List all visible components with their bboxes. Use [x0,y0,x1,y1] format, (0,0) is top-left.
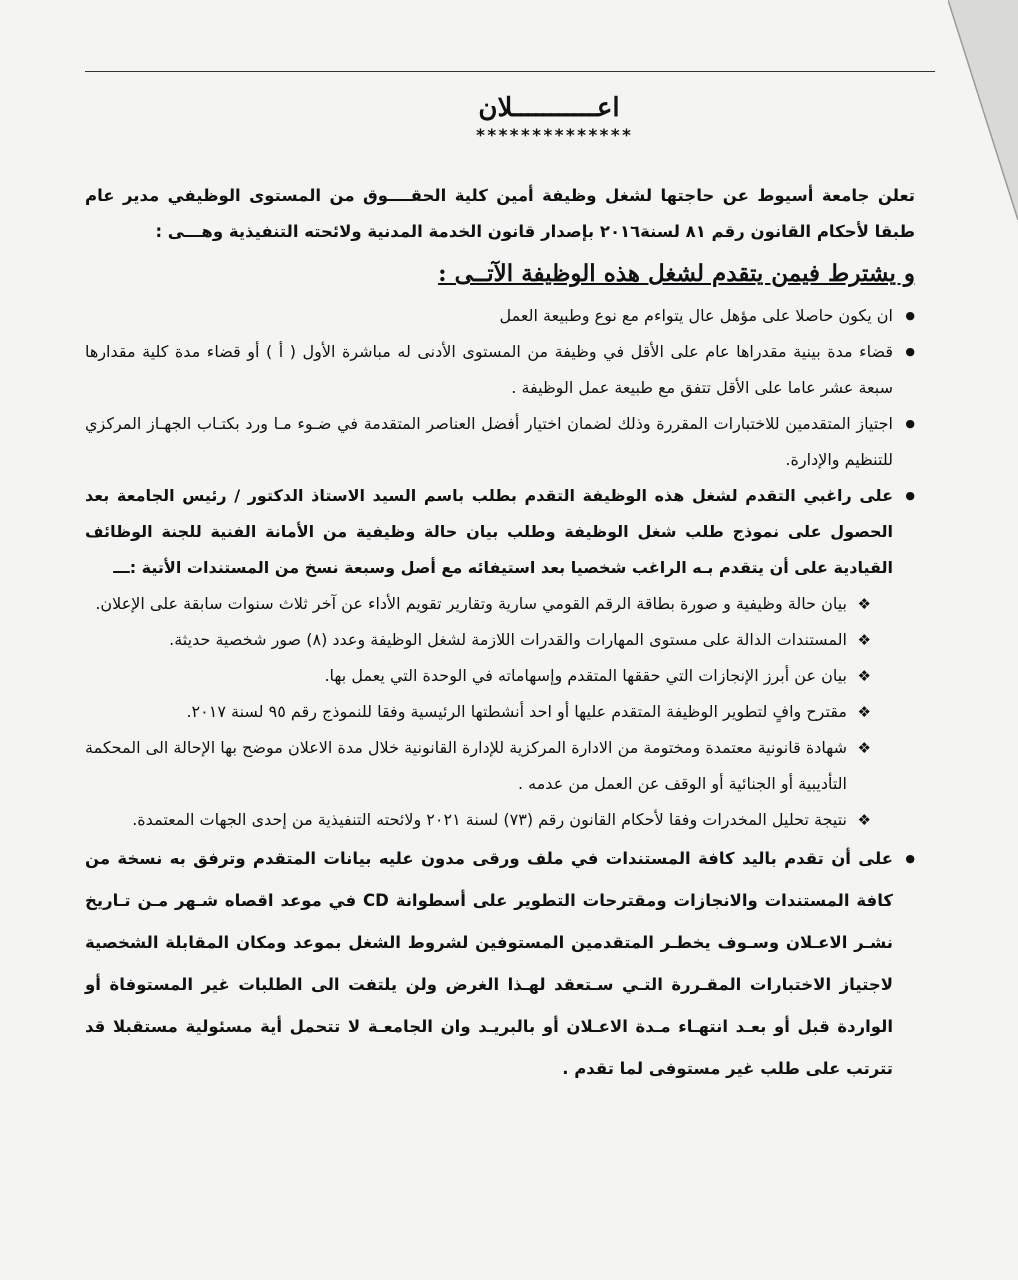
intro-paragraph: تعلن جامعة أسيوط عن حاجتها لشغل وظيفة أمين كلية الحقــــوق من المستوى الوظيفي مدير عام طبقا لأحكام القانون رقم ٨١ لسنة٢٠١٦ بإصدار قانون الخدمة المدنية ولائحته التنفيذية وهـــى : [85,186,915,241]
list-item [85,478,915,838]
application-instructions: على راغبي التقدم لشغل هذه الوظيفة التقدم بطلب باسم السيد الاستاذ الدكتور / رئيس الجامعة بعد الحصول على نموذج طلب شغل الوظيفة وطلب بيان حالة وظيفية من الأمانة الفنية للجنة الوظائف القيادية على أن يتقدم بـه الراغب شخصيا بعد استيفائه مع أصل وسبعة نسخ من المستندات الأتية :ـــ [85,486,893,577]
top-rule [85,71,935,72]
conditions-list [85,298,915,1090]
list-item: ❖ بيان عن أبرز الإنجازات التي حققها المتقدم وإسهاماته في الوحدة التي يعمل بها. [85,658,871,694]
announcement-body [85,178,915,1090]
list-item [85,838,915,1090]
list-item: ❖ بيان حالة وظيفية و صورة بطاقة الرقم القومي سارية وتقارير تقويم الأداء عن آخر ثلاث سنوات سابقة على الإعلان. [85,586,871,622]
list-item: ● قضاء مدة بينية مقدراها عام على الأقل في وظيفة من المستوى الأدنى له مباشرة الأول ( أ ) أو قضاء مدة كلية مقدارها سبعة عشر عاما على الأقل تتفق مع طبيعة عمل الوظيفة . [85,334,915,406]
list-item: ● ان يكون حاصلا على مؤهل عال يتواءم مع نوع وطبيعة العمل [85,298,915,334]
title-stars: ************** [475,126,633,146]
conditions-heading: و يشترط فيمن يتقدم لشغل هذه الوظيفة الآتــى : [438,260,915,287]
submission-instructions: على أن تقدم باليد كافة المستندات في ملف ورقى مدون عليه بيانات المتقدم وترفق به نسخة من كافة المستندات والانجازات ومقترحات التطوير على أسطوانة CD في موعد اقصاه شـهر مـن تـاريخ نشـر الاعـلان وسـوف يخطـر المتقدمين المستوفين لشروط الشغل بموعد ومكان المقابلة الشخصية لاجتياز الاختبارات المقـررة التـي سـتعقد لهـذا الغرض ولن يلتفت الى الطلبات غير المستوفاة أو الواردة قبل أو بعـد انتهـاء مـدة الاعـلان أو بالبريـد وان الجامعـة لا تتحمل أية مسئولية مستقبلا قد تترتب على طلب غير مستوفى لما تقدم . [85,849,893,1078]
list-item: ❖ نتيجة تحليل المخدرات وفقا لأحكام القانون رقم (٧٣) لسنة ٢٠٢١ ولائحته التنفيذية من إحدى الجهات المعتمدة. [85,802,871,838]
list-item: ❖ المستندات الدالة على مستوى المهارات والقدرات اللازمة لشغل الوظيفة وعدد (٨) صور شخصية حديثة. [85,622,871,658]
documents-list [85,586,893,838]
list-item: ❖ شهادة قانونية معتمدة ومختومة من الادارة المركزية للإدارة القانونية خلال مدة الاعلان موضح بها الإحالة الى المحكمة التأديبية أو الجنائية أو الوقف عن العمل من عدمه . [85,730,871,802]
list-item: ● اجتياز المتقدمين للاختبارات المقررة وذلك لضمان اختيار أفضل العناصر المتقدمة في ضـوء مـا ورد بكتـاب الجهـاز المركزي للتنظيم والإدارة. [85,406,915,478]
announcement-title: اعـــــــــــلان [478,93,620,123]
list-item: ❖ مقترح وافٍ لتطوير الوظيفة المتقدم عليها أو احد أنشطتها الرئيسية وفقا للنموذج رقم ٩٥ لسنة ٢٠١٧. [85,694,871,730]
